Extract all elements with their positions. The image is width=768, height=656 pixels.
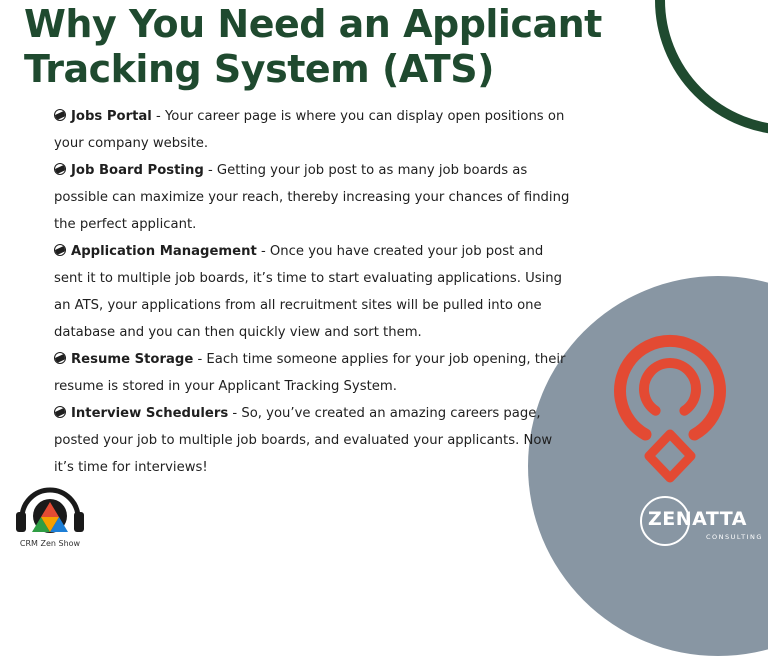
zenatta-logo-subtitle: CONSULTING: [706, 533, 763, 541]
half-filled-circle-icon: [54, 244, 66, 256]
bullet-item: [54, 346, 574, 400]
crm-zen-show-logo: [10, 478, 90, 551]
half-filled-circle-icon: [54, 163, 66, 175]
page-title: Why You Need an Applicant Tracking System (ATS): [24, 2, 602, 91]
bullet-text: - Your career page is where you can display open positions on your company website.: [54, 109, 565, 151]
bullet-term: Resume Storage: [71, 352, 194, 367]
zenatta-logo: [640, 496, 763, 546]
bullet-list: [54, 103, 574, 481]
bullet-text: - Each time someone applies for your job opening, their resume is stored in your Applicant Tracking System.: [54, 352, 566, 394]
crm-zen-show-caption: CRM Zen Show: [19, 539, 81, 548]
bullet-item: [54, 103, 574, 157]
bullet-text: - Getting your job post to as many job boards as possible can maximize your reach, thereby increasing your chances of finding the perfect applicant.: [54, 163, 570, 232]
bullet-item: [54, 400, 574, 481]
half-filled-circle-icon: [54, 352, 66, 364]
bullet-term: Job Board Posting: [71, 163, 204, 178]
headphones-icon: [10, 478, 90, 538]
bullet-text: - Once you have created your job post and sent it to multiple job boards, it’s time to start evaluating applications. Using an ATS, your applications from all recruitment sites will be pulled into one database and you can then quickly view and sort them.: [54, 244, 563, 340]
bullet-term: Application Management: [71, 244, 257, 259]
decorative-ring: [655, 0, 768, 135]
bullet-item: [54, 157, 574, 238]
bullet-term: Interview Schedulers: [71, 406, 229, 421]
bullet-item: [54, 238, 574, 346]
zenatta-logo-name: ZENATTA: [648, 508, 747, 530]
bullet-term: Jobs Portal: [71, 109, 152, 124]
bullet-text: - So, you’ve created an amazing careers page, posted your job to multiple job boards, and evaluated your applicants. Now it’s time for interviews!: [54, 406, 553, 475]
half-filled-circle-icon: [54, 406, 66, 418]
half-filled-circle-icon: [54, 109, 66, 121]
location-pin-icon: [612, 312, 728, 488]
